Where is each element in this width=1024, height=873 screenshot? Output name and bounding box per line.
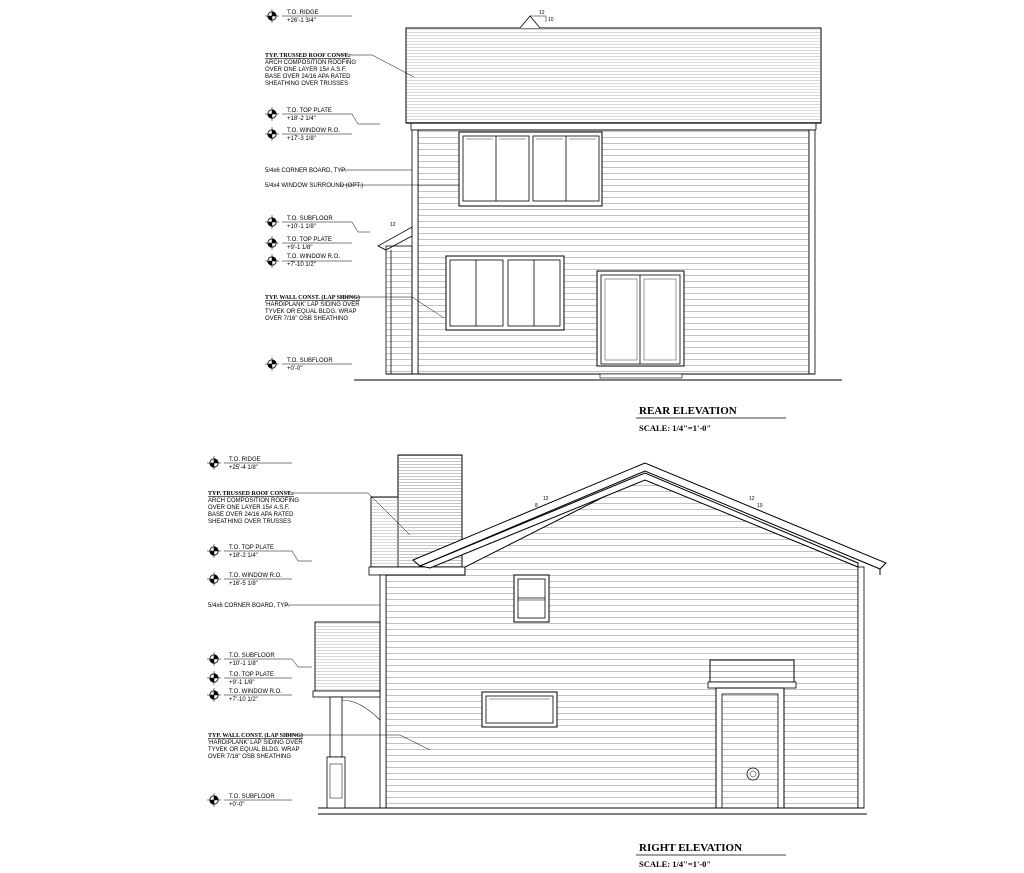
rear-corner-board-right	[809, 130, 815, 374]
rear-level-3-value: +10'-1 1/8"	[287, 224, 316, 230]
rear-level-3-name: T.O. SUBFLOOR	[287, 216, 333, 222]
right-pitch-left-rise: 12	[543, 496, 549, 502]
rear-level-5-value: +7'-10 1/2"	[287, 262, 316, 268]
rear-level-1-name: T.O. TOP PLATE	[287, 108, 332, 114]
rear-roof	[406, 10, 821, 130]
rear-level-6-name: T.O. SUBFLOOR	[287, 358, 333, 364]
right-wall-note-title: TYP. WALL CONST. (LAP SIDING)	[208, 733, 303, 739]
right-roof-note-line-3: BASE OVER 24/16 APA RATED	[208, 512, 294, 518]
right-level-1-name: T.O. TOP PLATE	[229, 545, 274, 551]
right-level-6-value: +0'-0"	[229, 802, 245, 808]
rear-wall-note-title: TYP. WALL CONST. (LAP SIDING)	[265, 295, 360, 301]
rear-upper-windows	[459, 132, 602, 206]
right-pitch-right-rise: 12	[749, 496, 755, 502]
right-pitch-right-run: 10	[757, 503, 763, 509]
right-level-3-value: +10'-1 1/8"	[229, 661, 258, 667]
rear-roof-note-line-1: ARCH COMPOSITION ROOFING	[265, 60, 357, 66]
right-elevation	[207, 455, 886, 869]
rear-level-0-value: +26'-1 3/4"	[287, 18, 316, 24]
right-level-5-name: T.O. WINDOW R.O.	[229, 689, 282, 695]
rear-level-0-name: T.O. RIDGE	[287, 10, 319, 16]
right-level-4-value: +9'-1 1/8"	[229, 680, 255, 686]
rear-level-2-value: +17'-3 1/8"	[287, 136, 316, 142]
right-level-1-value: +18'-2 1/4"	[229, 553, 258, 559]
rear-level-4-value: +9'-1 1/8"	[287, 245, 313, 251]
right-roof-note-title: TYP. TRUSSED ROOF CONST.:	[208, 491, 294, 497]
right-title: RIGHT ELEVATION	[639, 842, 743, 854]
rear-surround-note: 5/4x4 WINDOW SURROUND (OPT.)	[265, 183, 364, 189]
rear-pitch-run: 10	[548, 17, 554, 23]
right-level-4-name: T.O. TOP PLATE	[229, 672, 274, 678]
rear-sliding-door	[597, 271, 684, 378]
right-level-3-name: T.O. SUBFLOOR	[229, 653, 275, 659]
right-level-2-name: T.O. WINDOW R.O.	[229, 573, 282, 579]
rear-level-2-name: T.O. WINDOW R.O.	[287, 128, 340, 134]
right-scale: SCALE: 1/4"=1'-0"	[639, 859, 712, 869]
right-level-5-value: +7'-10 1/2"	[229, 697, 258, 703]
right-corner-board-left	[380, 575, 386, 808]
right-entry-door	[708, 660, 796, 808]
rear-level-6-value: +0'-0"	[287, 366, 303, 372]
rear-elevation	[265, 9, 842, 433]
right-roof-note-line-4: SHEATHING OVER TRUSSES	[208, 519, 292, 525]
rear-roof-note-line-3: BASE OVER 24/16 APA RATED	[265, 74, 351, 80]
rear-notes	[265, 53, 363, 322]
right-wall-note-line-3: OVER 7/16" OSB SHEATHING	[208, 754, 292, 760]
rear-pitch-rise: 12	[539, 10, 545, 16]
rear-corner-board-left	[412, 130, 418, 374]
rear-title: REAR ELEVATION	[639, 405, 737, 417]
rear-title-block	[636, 405, 786, 433]
rear-wall-note-line-3: OVER 7/16" OSB SHEATHING	[265, 316, 349, 322]
right-roof-note-line-1: ARCH COMPOSITION ROOFING	[208, 498, 300, 504]
right-title-block	[636, 842, 786, 869]
rear-porch-pitch: 12	[390, 222, 396, 228]
right-level-2-value: +16'-5 1/8"	[229, 581, 258, 587]
rear-scale: SCALE: 1/4"=1'-0"	[639, 423, 712, 433]
rear-level-1-value: +18'-2 1/4"	[287, 116, 316, 122]
rear-roof-note-title: TYP. TRUSSED ROOF CONST.:	[265, 53, 351, 59]
right-porch	[313, 622, 380, 808]
right-level-6-name: T.O. SUBFLOOR	[229, 794, 275, 800]
right-wall-note-line-2: TYVEK OR EQUAL BLDG. WRAP	[208, 747, 300, 753]
right-pitch-left-run: 8	[535, 503, 538, 509]
right-upper-window	[514, 575, 549, 622]
rear-lower-windows	[446, 256, 564, 330]
rear-level-4-name: T.O. TOP PLATE	[287, 237, 332, 243]
right-corner-board-right	[858, 567, 864, 808]
right-roof-note-line-2: OVER ONE LAYER 15# A.S.F.	[208, 505, 290, 511]
right-corner-note: 5/4x6 CORNER BOARD, TYP.	[208, 603, 290, 609]
right-level-0-value: +25'-4 1/8"	[229, 465, 258, 471]
rear-corner-note: 5/4x6 CORNER BOARD, TYP.	[265, 168, 347, 174]
rear-level-5-name: T.O. WINDOW R.O.	[287, 254, 340, 260]
rear-wall-note-line-1: 'HARDIPLANK' LAP SIDING OVER	[265, 302, 360, 308]
rear-roof-note-line-2: OVER ONE LAYER 15# A.S.F.	[265, 67, 347, 73]
right-lower-window	[482, 692, 557, 727]
rear-porch	[378, 222, 412, 374]
right-notes	[208, 491, 303, 760]
rear-wall-note-line-2: TYVEK OR EQUAL BLDG. WRAP	[265, 309, 357, 315]
rear-roof-note-line-4: SHEATHING OVER TRUSSES	[265, 81, 349, 87]
right-wall-note-line-1: 'HARDIPLANK' LAP SIDING OVER	[208, 740, 303, 746]
right-level-0-name: T.O. RIDGE	[229, 457, 261, 463]
